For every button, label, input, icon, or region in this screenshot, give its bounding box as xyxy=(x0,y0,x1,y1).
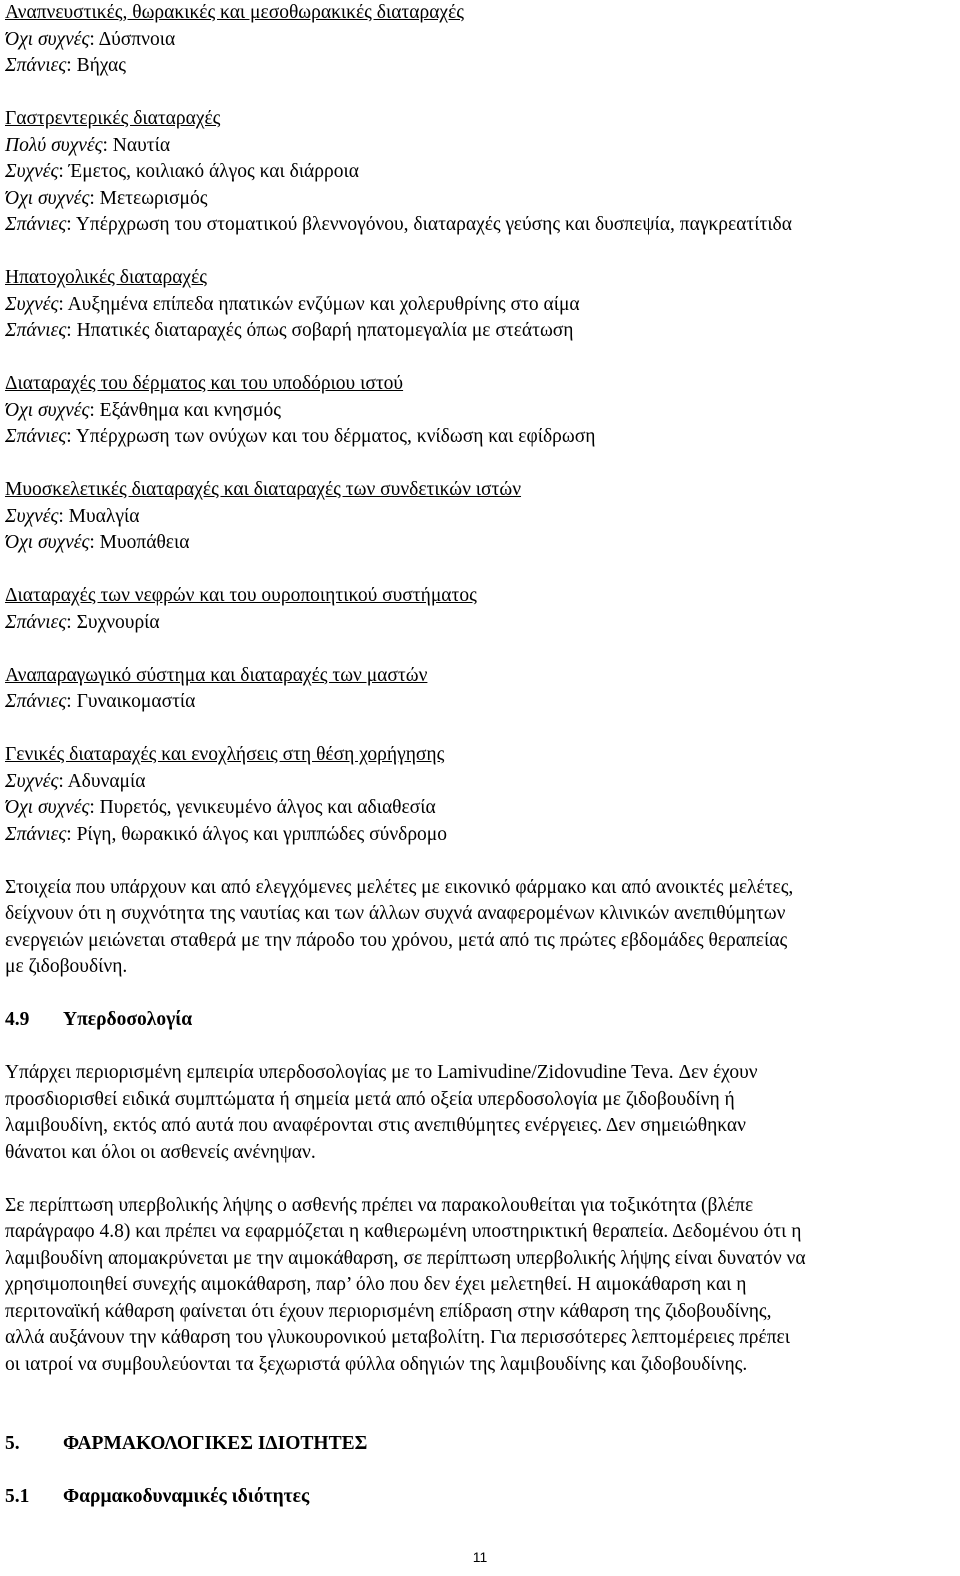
frequency-label: Σπάνιες xyxy=(5,55,67,76)
ae-text: Πυρετός, γενικευμένο άλγος και αδιαθεσία xyxy=(99,797,436,818)
paragraph-line: ενεργειών μειώνεται σταθερά με την πάροδο του χρόνου, μετά από τις πρώτες εβδομάδες θεραπείας xyxy=(5,929,788,951)
ae-section-gastrointestinal xyxy=(5,106,955,239)
heading-title: ΦΑΡΜΑΚΟΛΟΓΙΚΕΣ ΙΔΙΟΤΗΤΕΣ xyxy=(63,1433,368,1454)
ae-text: Γυναικομαστία xyxy=(76,691,196,712)
ae-item: Όχι συχνές: Μετεωρισμός xyxy=(5,187,208,209)
heading-title: Φαρμακοδυναμικές ιδιότητες xyxy=(63,1486,310,1507)
section-title: Διαταραχές του δέρματος και του υποδόριου ιστού xyxy=(5,373,404,394)
heading-title: Υπερδοσολογία xyxy=(63,1009,193,1030)
heading-number: 4.9 xyxy=(5,1009,30,1030)
ae-section-skin xyxy=(5,371,955,451)
frequency-label: Όχι συχνές xyxy=(5,187,90,209)
ae-text: Αδυναμία xyxy=(67,770,146,792)
paragraph-line: Στοιχεία που υπάρχουν και από ελεγχόμενες μελέτες με εικονικό φάρμακο και από ανοικτές μελέτες, xyxy=(5,876,794,898)
frequency-label: Όχι συχνές xyxy=(5,532,90,553)
ae-item: Πολύ συχνές: Ναυτία xyxy=(5,134,171,156)
section-title: Γαστρεντερικές διαταραχές xyxy=(5,108,221,129)
ae-item: Όχι συχνές: Πυρετός, γενικευμένο άλγος και αδιαθεσία xyxy=(5,797,436,818)
paragraph-line: λαμιβουδίνη απομακρύνεται με την αιμοκάθαρση, σε περίπτωση υπερβολικής λήψης είναι δυνατόν να xyxy=(5,1247,806,1269)
ae-item: Όχι συχνές: Μυοπάθεια xyxy=(5,532,190,553)
paragraph-studies xyxy=(5,875,955,981)
ae-item: Συχνές: Αδυναμία xyxy=(5,770,146,792)
frequency-label: Όχι συχνές xyxy=(5,399,90,421)
section-title: Μυοσκελετικές διαταραχές και διαταραχές των συνδετικών ιστών xyxy=(5,479,522,500)
frequency-label: Συχνές xyxy=(5,293,59,315)
frequency-label: Συχνές xyxy=(5,770,59,792)
ae-section-general xyxy=(5,742,955,848)
frequency-label: Σπάνιες xyxy=(5,426,67,447)
paragraph-line: με ζιδοβουδίνη. xyxy=(5,956,128,977)
heading-4-9 xyxy=(5,1007,955,1034)
section-title: Αναπαραγωγικό σύστημα και διαταραχές των μαστών xyxy=(5,664,428,686)
paragraph-line: θάνατοι και όλοι οι ασθενείς ανένηψαν. xyxy=(5,1141,316,1163)
paragraph-line: Υπάρχει περιορισμένη εμπειρία υπερδοσολογίας με το Lamivudine/Zidovudine Teva. Δεν έχουν xyxy=(5,1062,758,1083)
frequency-label: Σπάνιες xyxy=(5,611,67,633)
paragraph-line: λαμιβουδίνη, εκτός από αυτά που αναφέρονται στις ανεπιθύμητες ενέργειες. Δεν σημειώθηκαν xyxy=(5,1115,746,1136)
ae-text: Βήχας xyxy=(76,55,126,76)
paragraph-line: δείχνουν ότι η συχνότητα της ναυτίας και των άλλων συχνά αναφερομένων κλινικών ανεπιθύμητων xyxy=(5,903,786,924)
page-number: 11 xyxy=(472,1549,488,1565)
ae-text: Συχνουρία xyxy=(76,611,160,633)
heading-5-1 xyxy=(5,1484,955,1511)
ae-text: Μυοπάθεια xyxy=(99,532,190,553)
ae-text: Ηπατικές διαταραχές όπως σοβαρή ηπατομεγαλία με στεάτωση xyxy=(76,320,574,341)
frequency-label: Συχνές xyxy=(5,161,59,182)
ae-section-hepatobiliary xyxy=(5,265,955,345)
section-title: Αναπνευστικές, θωρακικές και μεσοθωρακικές διαταραχές xyxy=(5,2,464,23)
ae-item: Συχνές: Μυαλγία xyxy=(5,505,140,527)
ae-section-renal xyxy=(5,583,955,636)
document-page xyxy=(5,0,955,1511)
ae-text: Μυαλγία xyxy=(68,505,140,527)
heading-5 xyxy=(5,1431,955,1458)
ae-item: Σπάνιες: Ηπατικές διαταραχές όπως σοβαρή ηπατομεγαλία με στεάτωση xyxy=(5,320,574,341)
paragraph-overdose-2 xyxy=(5,1193,955,1379)
ae-text: Δύσπνοια xyxy=(98,28,176,50)
frequency-label: Σπάνιες xyxy=(5,214,67,235)
paragraph-line: περιτοναϊκή κάθαρση φαίνεται ότι έχουν περιορισμένη επίδραση στην κάθαρση της ζιδοβουδίνης, xyxy=(5,1300,772,1322)
paragraph-line: χρησιμοποιηθεί συνεχής αιμοκάθαρση, παρ’ όλο που δεν έχει μελετηθεί. Η αιμοκάθαρση και η xyxy=(5,1274,747,1295)
ae-item: Σπάνιες: Ρίγη, θωρακικό άλγος και γριππώδες σύνδρομο xyxy=(5,823,448,845)
frequency-label: Σπάνιες xyxy=(5,691,67,712)
frequency-label: Όχι συχνές xyxy=(5,28,90,50)
ae-section-reproductive xyxy=(5,663,955,716)
heading-number: 5.1 xyxy=(5,1486,30,1507)
ae-item: Όχι συχνές: Δύσπνοια xyxy=(5,28,176,50)
ae-text: Υπέρχρωση των ονύχων και του δέρματος, κνίδωση και εφίδρωση xyxy=(75,426,596,447)
ae-item: Σπάνιες: Γυναικομαστία xyxy=(5,691,196,712)
ae-text: Εξάνθημα και κνησμός xyxy=(99,399,281,421)
ae-section-musculoskeletal xyxy=(5,477,955,557)
frequency-label: Συχνές xyxy=(5,505,59,527)
ae-item: Σπάνιες: Βήχας xyxy=(5,55,126,76)
frequency-label: Πολύ συχνές xyxy=(5,134,103,156)
ae-text: Ρίγη, θωρακικό άλγος και γριππώδες σύνδρομο xyxy=(76,823,448,845)
paragraph-line: προσδιορισθεί ειδικά συμπτώματα ή σημεία μετά από οξεία υπερδοσολογία με ζιδοβουδίνη ή xyxy=(5,1088,735,1110)
frequency-label: Όχι συχνές xyxy=(5,797,90,818)
ae-text: Μετεωρισμός xyxy=(99,187,208,209)
section-title: Γενικές διαταραχές και ενοχλήσεις στη θέση χορήγησης xyxy=(5,744,445,765)
ae-text: Ναυτία xyxy=(112,134,171,156)
ae-text: Αυξημένα επίπεδα ηπατικών ενζύμων και χολερυθρίνης στο αίμα xyxy=(67,293,580,315)
ae-item: Όχι συχνές: Εξάνθημα και κνησμός xyxy=(5,399,281,421)
section-title: Ηπατοχολικές διαταραχές xyxy=(5,267,207,288)
ae-item: Σπάνιες: Συχνουρία xyxy=(5,611,160,633)
frequency-label: Σπάνιες xyxy=(5,823,67,845)
heading-number: 5. xyxy=(5,1433,20,1454)
section-title: Διαταραχές των νεφρών και του ουροποιητικού συστήματος xyxy=(5,585,477,606)
ae-section-respiratory xyxy=(5,0,955,80)
paragraph-line: Σε περίπτωση υπερβολικής λήψης ο ασθενής πρέπει να παρακολουθείται για τοξικότητα (βλέπε xyxy=(5,1194,754,1216)
ae-item: Σπάνιες: Υπέρχρωση των ονύχων και του δέρματος, κνίδωση και εφίδρωση xyxy=(5,426,596,447)
ae-text: Έμετος, κοιλιακό άλγος και διάρροια xyxy=(68,161,359,182)
paragraph-line: οι ιατροί να συμβουλεύονται τα ξεχωριστά φύλλα οδηγιών της λαμιβουδίνης και ζιδοβουδίνης. xyxy=(5,1353,748,1375)
paragraph-overdose-1 xyxy=(5,1060,955,1166)
paragraph-line: παράγραφο 4.8) και πρέπει να εφαρμόζεται η καθιερωμένη υποστηρικτική θεραπεία. Δεδομένου ότι η xyxy=(5,1221,802,1242)
ae-item: Συχνές: Έμετος, κοιλιακό άλγος και διάρροια xyxy=(5,161,359,182)
ae-text: Υπέρχρωση του στοματικού βλεννογόνου, διαταραχές γεύσης και δυσπεψία, παγκρεατίτιδα xyxy=(75,214,792,235)
frequency-label: Σπάνιες xyxy=(5,320,67,341)
ae-item: Σπάνιες: Υπέρχρωση του στοματικού βλεννογόνου, διαταραχές γεύσης και δυσπεψία, παγκρεατίτιδα xyxy=(5,214,792,235)
ae-item: Συχνές: Αυξημένα επίπεδα ηπατικών ενζύμων και χολερυθρίνης στο αίμα xyxy=(5,293,580,315)
paragraph-line: αλλά αυξάνουν την κάθαρση του γλυκουρονικού μεταβολίτη. Για περισσότερες λεπτομέρειες πρέπει xyxy=(5,1327,790,1348)
